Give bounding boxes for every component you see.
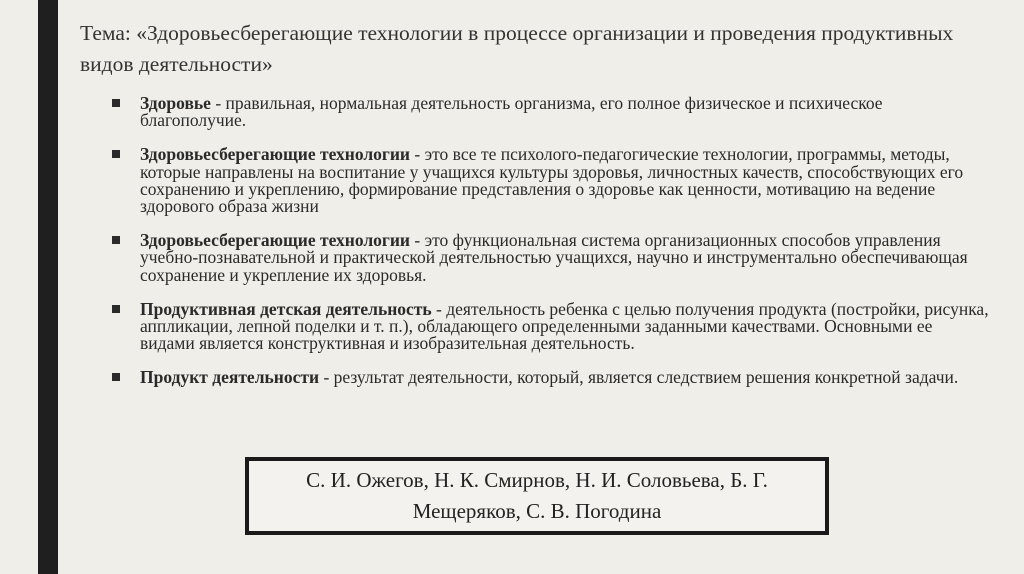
list-item [110,298,990,354]
list-item [110,369,990,386]
list-item [110,95,990,129]
square-bullet-icon [112,99,120,107]
item-term: Продукт деятельности [140,367,320,388]
list-item [110,146,990,215]
list-item [110,232,990,284]
square-bullet-icon [112,373,120,381]
item-text: - это все те психолого-педагогические технологии, программы, методы, которые направлены на воспитание у учащихся культуры здоровья, личностных качеств, способствующих его сохранению и укреплению, формирование представления о здоровье как ценности, мотивацию на ведение здорового образа жизни [140,144,964,217]
authors-box [245,457,829,535]
item-term: Здоровьесберегающие технологии [140,144,411,165]
definitions-list [110,95,990,404]
item-term: Продуктивная детская деятельность [140,298,432,319]
item-text: - это функциональная система организационных способов управления учебно-познавательной и практической деятельностью учащихся, научно и инструментально обеспечивающая сохранение и укрепление их здоровья. [140,230,968,285]
left-accent-bar [38,0,58,574]
square-bullet-icon [112,150,120,158]
item-term: Здоровье [140,93,211,113]
item-text: - деятельность ребенка с целью получения продукта (постройки, рисунка, аппликации, лепной поделки и т. п.), обладающего определенными заданными качествами. Основными ее видами является конструктивная и изобразительная деятельность. [140,298,989,354]
square-bullet-icon [112,236,120,244]
slide-title: Тема: «Здоровьесберегающие технологии в процессе организации и проведения продуктивных видов деятельности» [80,21,954,76]
authors-text: С. И. Ожегов, Н. К. Смирнов, Н. И. Соловьева, Б. Г. Мещеряков, С. В. Погодина [306,468,768,523]
square-bullet-icon [112,305,120,313]
item-text: - результат деятельности, который, является следствием решения конкретной задачи. [319,367,959,388]
item-text: - правильная, нормальная деятельность организма, его полное физическое и психическое благополучие. [140,93,883,131]
item-term: Здоровьесберегающие технологии [140,230,411,251]
